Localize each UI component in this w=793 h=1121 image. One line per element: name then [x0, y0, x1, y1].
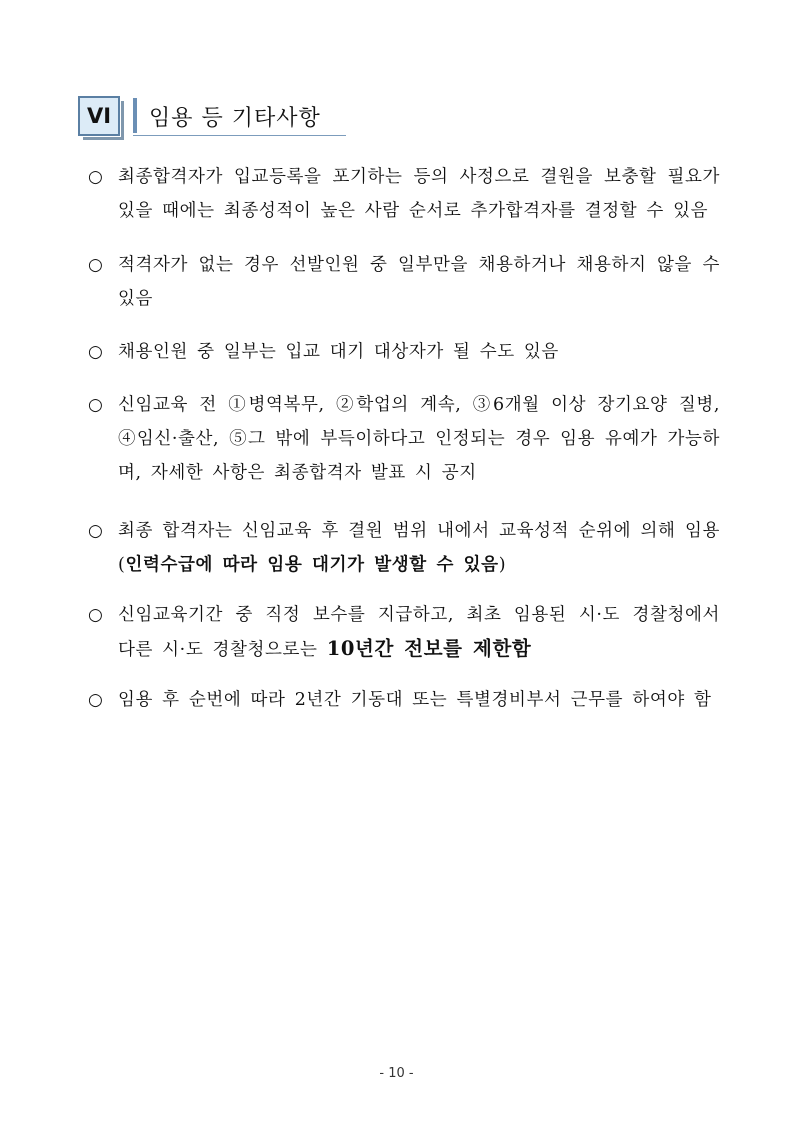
- section-heading: [78, 96, 346, 138]
- list-item: [88, 683, 720, 717]
- list-item: [88, 160, 720, 228]
- section-title: 임용 등 기타사항: [149, 106, 321, 131]
- list-item: [88, 514, 720, 582]
- item-text: 신임교육 전 ①병역복무, ②학업의 계속, ③6개월 이상 장기요양 질병, ④임신·출산, ⑤그 밖에 부득이하다고 인정되는 경우 임용 유예가 가능하며, 자세한 사항은 최종합격자 발표 시 공지: [118, 395, 720, 483]
- section-number: VI: [86, 104, 112, 128]
- item-text-regular: 신임교육기간 중 직정 보수를 지급하고, 최초 임용된 시·도 경찰청에서 다른 시·도 경찰청으로는: [118, 605, 720, 660]
- list-item: [88, 598, 720, 667]
- list-item: [88, 388, 720, 490]
- title-accent-bar: [133, 98, 137, 133]
- item-text: 적격자가 없는 경우 선발인원 중 일부만을 채용하거나 채용하지 않을 수 있음: [118, 255, 720, 309]
- item-text-bold: 10년간 전보를 제한함: [326, 637, 532, 660]
- item-text: 채용인원 중 일부는 입교 대기 대상자가 될 수도 있음: [118, 342, 559, 362]
- bullet-icon: ○: [88, 395, 103, 415]
- item-text-tail: ): [498, 555, 507, 575]
- item-text-regular: 최종 합격자는 신임교육 후 결원 범위 내에서 교육성적 순위에 의해 임용(: [118, 521, 720, 575]
- item-text: 최종합격자가 입교등록을 포기하는 등의 사정으로 결원을 보충할 필요가 있을 때에는 최종성적이 높은 사람 순서로 추가합격자를 결정할 수 있음: [118, 167, 720, 221]
- bullet-icon: ○: [88, 342, 103, 362]
- item-text: [118, 514, 720, 582]
- bullet-icon: ○: [88, 167, 103, 187]
- item-text: 임용 후 순번에 따라 2년간 기동대 또는 특별경비부서 근무를 하여야 함: [118, 690, 712, 710]
- list-item: [88, 248, 720, 316]
- bullet-icon: ○: [88, 521, 103, 541]
- list-item: [88, 335, 720, 369]
- section-number-box: [78, 96, 120, 136]
- title-underline: [133, 135, 346, 136]
- bullet-icon: ○: [88, 255, 103, 275]
- page-number: - 10 -: [379, 1066, 414, 1081]
- item-text: [118, 598, 720, 667]
- item-list: [88, 160, 720, 735]
- bullet-icon: ○: [88, 690, 103, 710]
- bullet-icon: ○: [88, 605, 103, 625]
- item-text-bold: 인력수급에 따라 임용 대기가 발생할 수 있음: [125, 555, 499, 575]
